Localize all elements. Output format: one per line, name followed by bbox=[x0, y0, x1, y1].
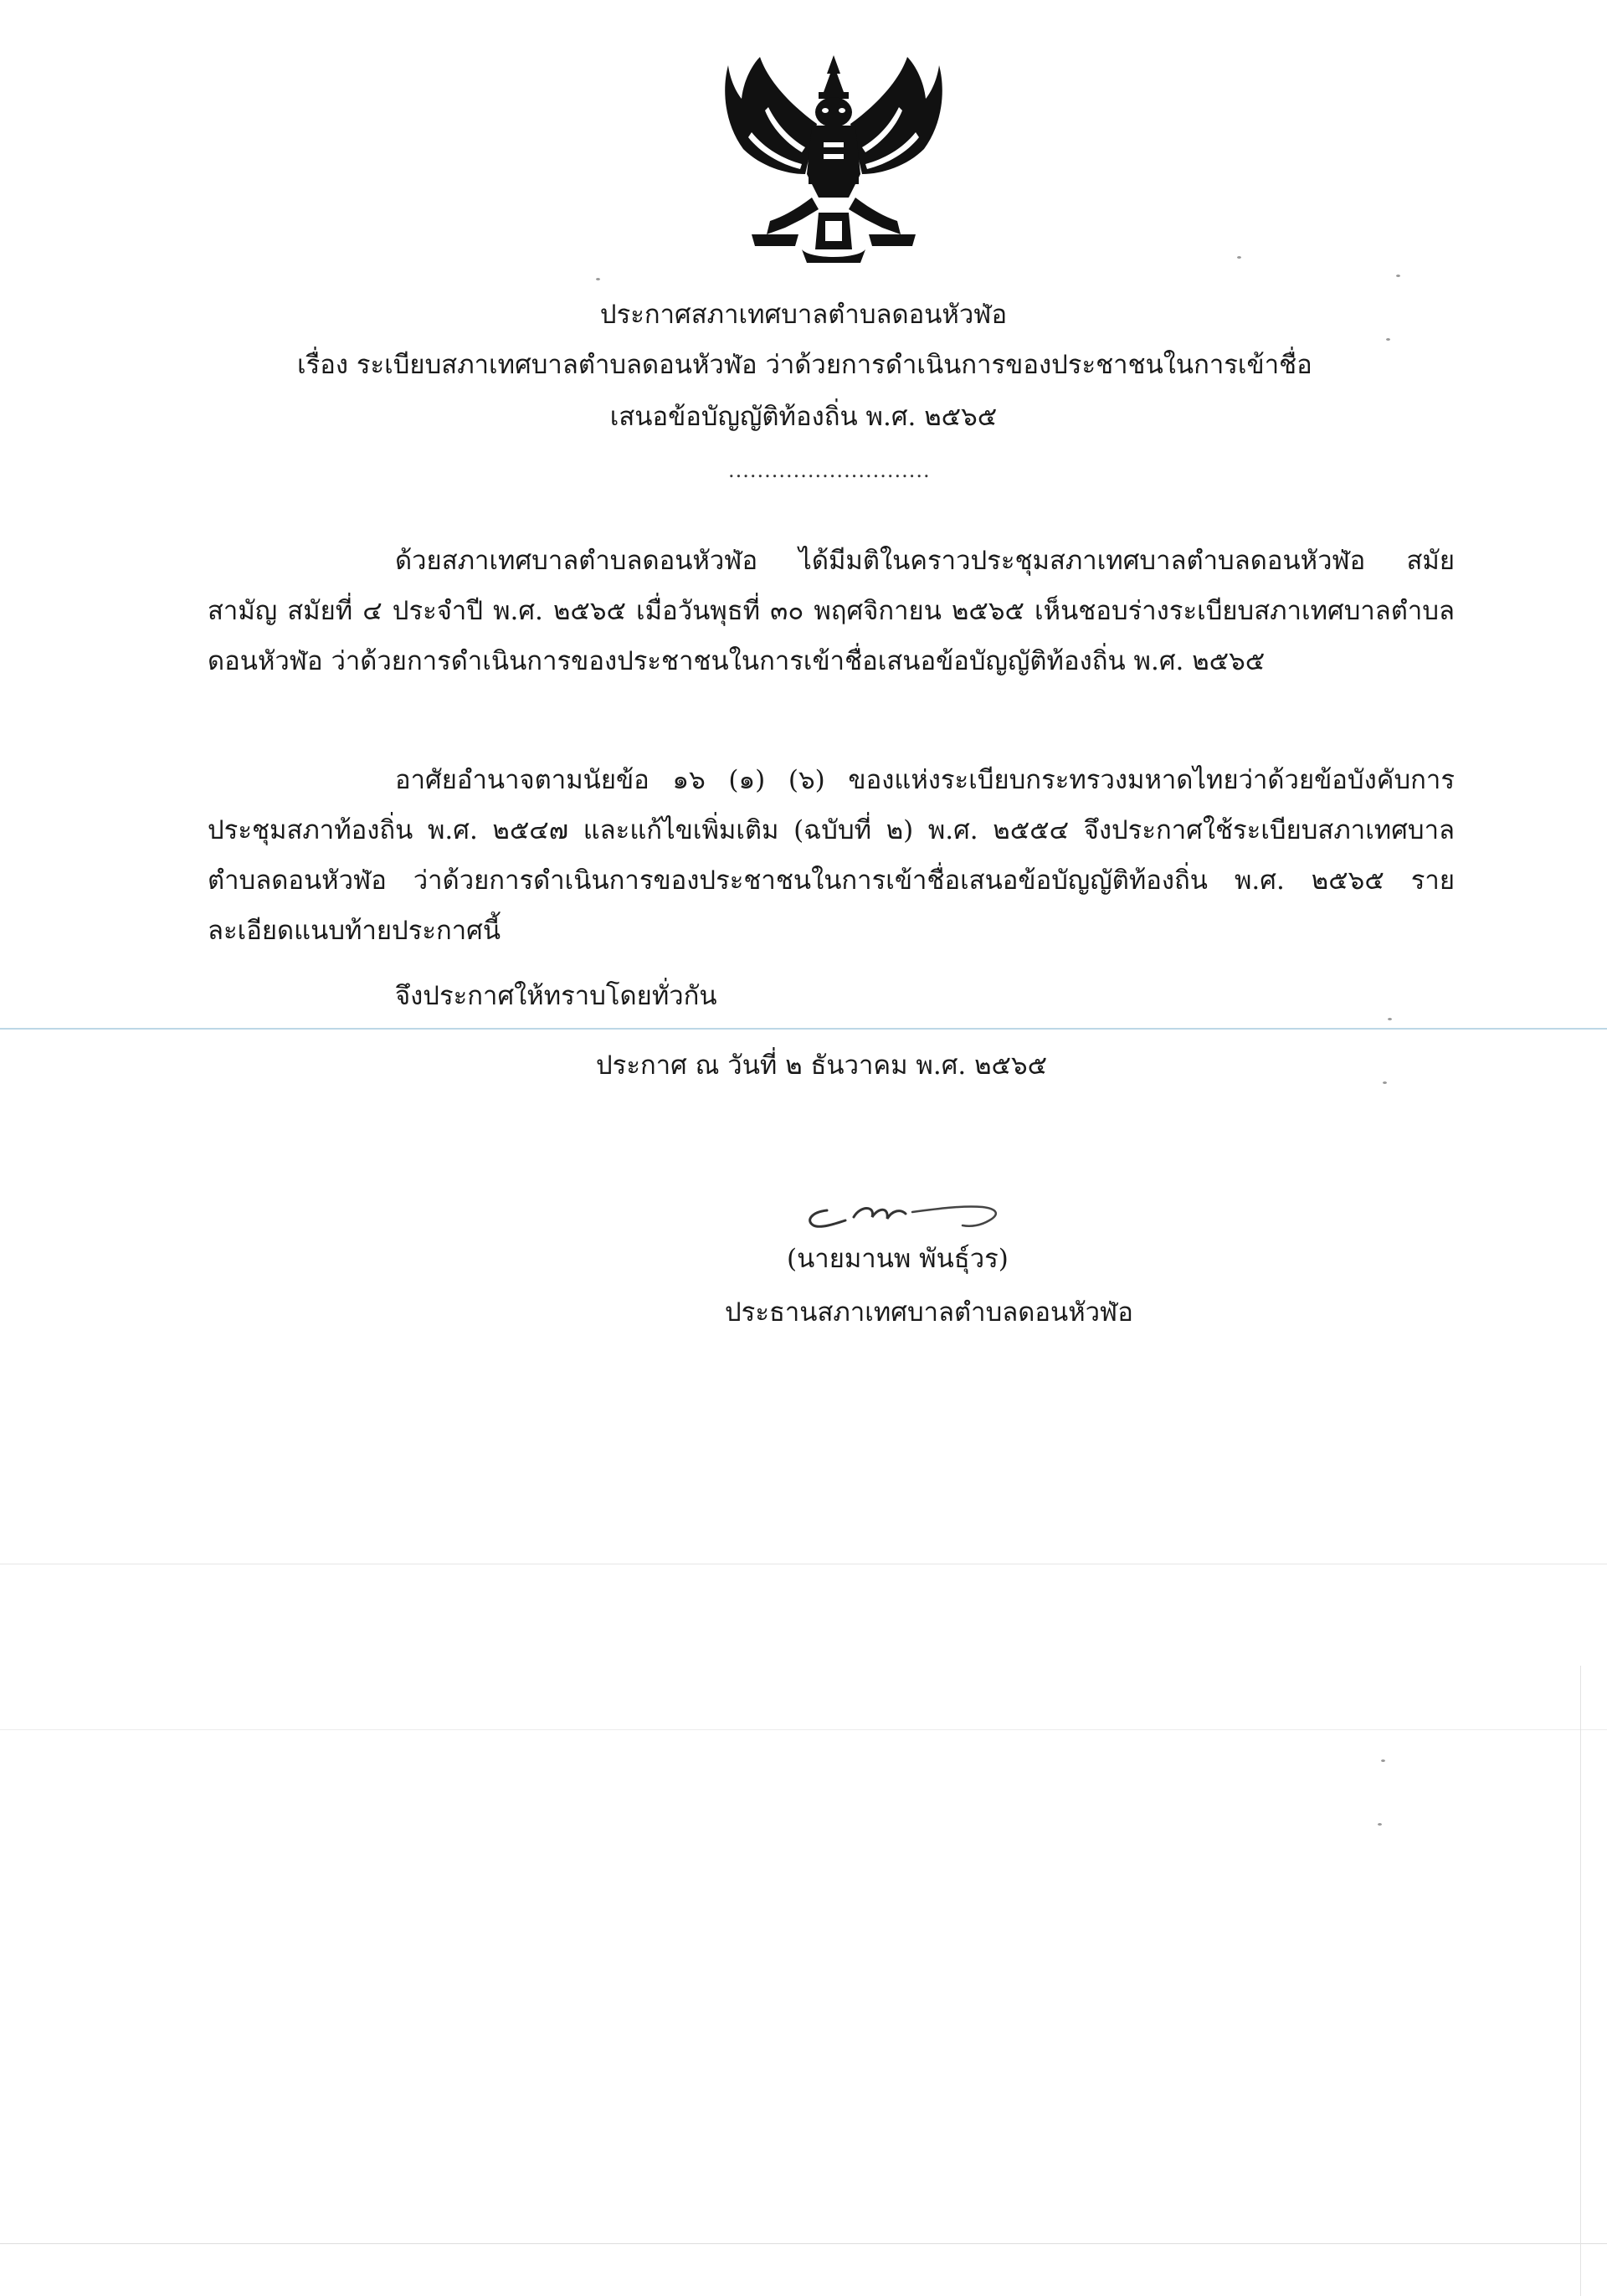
scan-artifact-line bbox=[0, 1028, 1607, 1030]
scan-artifact-line bbox=[0, 1729, 1607, 1730]
scan-speck bbox=[1396, 275, 1400, 277]
subject-line-2: เสนอข้อบัญญัติท้องถิ่น พ.ศ. ๒๕๖๕ bbox=[609, 402, 998, 432]
body-paragraph-2: อาศัยอำนาจตามนัยข้อ ๑๖ (๑) (๖) ของแห่งระเบียบกระทรวงมหาดไทยว่าด้วยข้อบังคับการประชุมสภาท้องถิ่น พ.ศ. ๒๕๔๗ และแก้ไขเพิ่มเติม (ฉบับที่ ๒) พ.ศ. ๒๕๕๔ จึงประกาศใช้ระเบียบสภาเทศบาลตำบลดอนหัวฬ่อ ว่าด้วยการดำเนินการของประชาชนในการเข้าชื่อเสนอข้อบัญญัติท้องถิ่น พ.ศ. ๒๕๖๕ รายละเอียดแนบท้ายประกาศนี้ bbox=[208, 765, 1455, 946]
body-paragraph-1: ด้วยสภาเทศบาลตำบลดอนหัวฬ่อ ได้มีมติในคราวประชุมสภาเทศบาลตำบลดอนหัวฬ่อ สมัยสามัญ สมัยที่ ๔ ประจำปี พ.ศ. ๒๕๖๕ เมื่อวันพุธที่ ๓๐ พฤศจิกายน ๒๕๖๕ เห็นชอบร่างระเบียบสภาเทศบาลตำบลดอนหัวฬ่อ ว่าด้วยการดำเนินการของประชาชนในการเข้าชื่อเสนอข้อบัญญัติท้องถิ่น พ.ศ. ๒๕๖๕ bbox=[208, 546, 1455, 676]
signatory-name: (นายมานพ พันธุ์วร) bbox=[787, 1244, 1009, 1274]
closing-statement: จึงประกาศให้ทราบโดยทั่วกัน bbox=[395, 981, 717, 1011]
scan-speck bbox=[596, 278, 600, 280]
subject-line-1: เรื่อง ระเบียบสภาเทศบาลตำบลดอนหัวฬ่อ ว่าด้วยการดำเนินการของประชาชนในการเข้าชื่อ bbox=[297, 350, 1312, 380]
garuda-emblem-icon bbox=[718, 49, 949, 268]
scan-speck bbox=[1386, 338, 1390, 341]
scan-speck bbox=[1381, 1759, 1385, 1762]
scan-speck bbox=[1237, 256, 1241, 259]
announcement-title: ประกาศสภาเทศบาลตำบลดอนหัวฬ่อ bbox=[599, 300, 1008, 330]
header-divider: ............................ bbox=[728, 459, 931, 482]
signatory-position: ประธานสภาเทศบาลตำบลดอนหัวฬ่อ bbox=[725, 1297, 1133, 1328]
scan-speck bbox=[1383, 1081, 1387, 1084]
scan-artifact-edge bbox=[1580, 1666, 1581, 2296]
scan-speck bbox=[1388, 1018, 1392, 1020]
scan-artifact-line bbox=[0, 2243, 1607, 2244]
handwritten-signature bbox=[795, 1187, 1021, 1237]
announcement-date: ประกาศ ณ วันที่ ๒ ธันวาคม พ.ศ. ๒๕๖๕ bbox=[596, 1050, 1048, 1081]
scan-speck bbox=[1378, 1823, 1382, 1826]
